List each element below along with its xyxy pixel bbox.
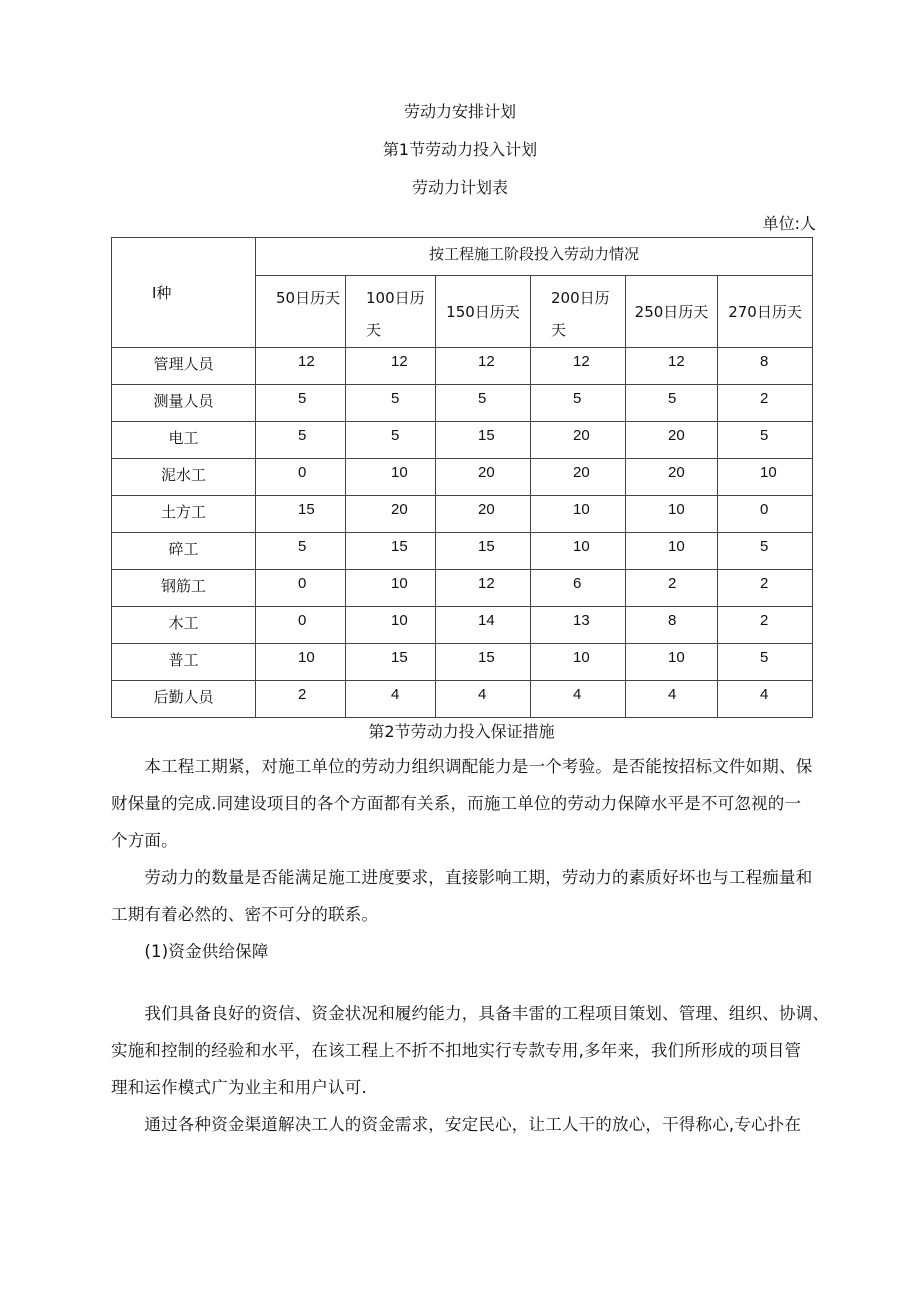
trade-header: I种 (112, 238, 256, 348)
trade-name: 管理人员 (112, 348, 256, 385)
headcount-cell: 5 (346, 385, 436, 422)
headcount-cell: 4 (531, 681, 626, 718)
headcount-cell: 20 (346, 496, 436, 533)
trade-name: 碎工 (112, 533, 256, 570)
table-row (112, 570, 813, 607)
stage-group-header: 按工程施工阶段投入劳动力情况 (256, 238, 813, 276)
trade-name: 土方工 (112, 496, 256, 533)
headcount-cell: 20 (531, 459, 626, 496)
headcount-cell: 12 (531, 348, 626, 385)
body-text-line: 劳动力的数量是否能满足施工进度要求，直接影响工期，劳动力的素质好坏也与工程痂量和 (111, 868, 813, 887)
body-text-line: 实施和控制的经验和水平，在该工程上不折不扣地实行专款专用,多年来，我们所形成的项目管 (111, 1041, 802, 1060)
headcount-cell: 15 (436, 422, 531, 459)
headcount-cell: 2 (718, 607, 813, 644)
headcount-cell: 5 (531, 385, 626, 422)
trade-name: 电工 (112, 422, 256, 459)
headcount-cell: 12 (346, 348, 436, 385)
headcount-cell: 5 (626, 385, 718, 422)
table-title: 劳动力计划表 (411, 178, 508, 197)
headcount-cell: 15 (436, 533, 531, 570)
section-2-heading: 第2节劳动力投入保证措施 (368, 722, 555, 741)
headcount-cell: 6 (531, 570, 626, 607)
stage-header: 200日历天 (531, 276, 626, 348)
body-text-line: 财保量的完成.同建设项目的各个方面都有关系，而施工单位的劳动力保障水平是不可忽视的一 (111, 794, 802, 813)
headcount-cell: 4 (626, 681, 718, 718)
headcount-cell: 12 (256, 348, 346, 385)
headcount-cell: 10 (626, 496, 718, 533)
headcount-cell: 10 (531, 533, 626, 570)
headcount-cell: 0 (256, 570, 346, 607)
trade-name: 测量人员 (112, 385, 256, 422)
body-text-line: 理和运作模式广为业主和用户认可. (111, 1078, 367, 1097)
table-row (112, 533, 813, 570)
stage-header: 150日历天 (436, 276, 531, 348)
table-row (112, 348, 813, 385)
stage-header: 250日历天 (626, 276, 718, 348)
table-row (112, 681, 813, 718)
table-row (112, 607, 813, 644)
headcount-cell: 15 (436, 644, 531, 681)
headcount-cell: 5 (718, 422, 813, 459)
headcount-cell: 2 (718, 570, 813, 607)
trade-name: 钢筋工 (112, 570, 256, 607)
headcount-cell: 13 (531, 607, 626, 644)
unit-label: 单位:人 (762, 214, 816, 233)
headcount-cell: 4 (718, 681, 813, 718)
headcount-cell: 20 (436, 496, 531, 533)
headcount-cell: 15 (346, 644, 436, 681)
section-1-heading: 第1节劳动力投入计划 (382, 140, 538, 159)
stage-header: 270日历天 (718, 276, 813, 348)
headcount-cell: 4 (346, 681, 436, 718)
labor-plan-table (111, 237, 813, 718)
headcount-cell: 10 (256, 644, 346, 681)
headcount-cell: 10 (626, 533, 718, 570)
headcount-cell: 0 (256, 607, 346, 644)
headcount-cell: 5 (436, 385, 531, 422)
table-row (112, 644, 813, 681)
headcount-cell: 8 (718, 348, 813, 385)
headcount-cell: 5 (256, 422, 346, 459)
headcount-cell: 0 (256, 459, 346, 496)
headcount-cell: 20 (626, 422, 718, 459)
document-title: 劳动力安排计划 (403, 102, 516, 121)
headcount-cell: 10 (531, 496, 626, 533)
headcount-cell: 10 (346, 607, 436, 644)
trade-name: 后勤人员 (112, 681, 256, 718)
headcount-cell: 5 (718, 644, 813, 681)
table-row (112, 496, 813, 533)
body-text-line: 本工程工期紧，对施工单位的劳动力组织调配能力是一个考验。是否能按招标文件如期、保 (111, 757, 813, 776)
headcount-cell: 10 (531, 644, 626, 681)
headcount-cell: 4 (436, 681, 531, 718)
headcount-cell: 10 (718, 459, 813, 496)
stage-header: 100日历天 (346, 276, 436, 348)
headcount-cell: 20 (531, 422, 626, 459)
table-row (112, 459, 813, 496)
headcount-cell: 2 (718, 385, 813, 422)
headcount-cell: 5 (256, 533, 346, 570)
body-text-line: (1)资金供给保障 (111, 942, 269, 961)
body-text-line: 我们具备良好的资信、资金状况和履约能力，具备丰雷的工程项目策划、管理、组织、协调、 (111, 1004, 830, 1023)
trade-name: 泥水工 (112, 459, 256, 496)
headcount-cell: 12 (436, 348, 531, 385)
headcount-cell: 12 (436, 570, 531, 607)
headcount-cell: 20 (626, 459, 718, 496)
headcount-cell: 8 (626, 607, 718, 644)
headcount-cell: 15 (346, 533, 436, 570)
body-text-line: 通过各种资金渠道解决工人的资金需求，安定民心，让工人干的放心，干得称心,专心扑在 (111, 1115, 802, 1134)
headcount-cell: 12 (626, 348, 718, 385)
headcount-cell: 2 (626, 570, 718, 607)
headcount-cell: 10 (346, 570, 436, 607)
table-row (112, 385, 813, 422)
headcount-cell: 5 (346, 422, 436, 459)
headcount-cell: 5 (256, 385, 346, 422)
headcount-cell: 2 (256, 681, 346, 718)
headcount-cell: 20 (436, 459, 531, 496)
body-text-line: 个方面。 (111, 831, 178, 850)
headcount-cell: 10 (626, 644, 718, 681)
stage-header: 50日历天 (256, 276, 346, 348)
headcount-cell: 0 (718, 496, 813, 533)
headcount-cell: 14 (436, 607, 531, 644)
body-text-line: 工期有着必然的、密不可分的联系。 (111, 905, 379, 924)
trade-name: 普工 (112, 644, 256, 681)
trade-name: 木工 (112, 607, 256, 644)
headcount-cell: 10 (346, 459, 436, 496)
headcount-cell: 15 (256, 496, 346, 533)
table-row (112, 422, 813, 459)
headcount-cell: 5 (718, 533, 813, 570)
